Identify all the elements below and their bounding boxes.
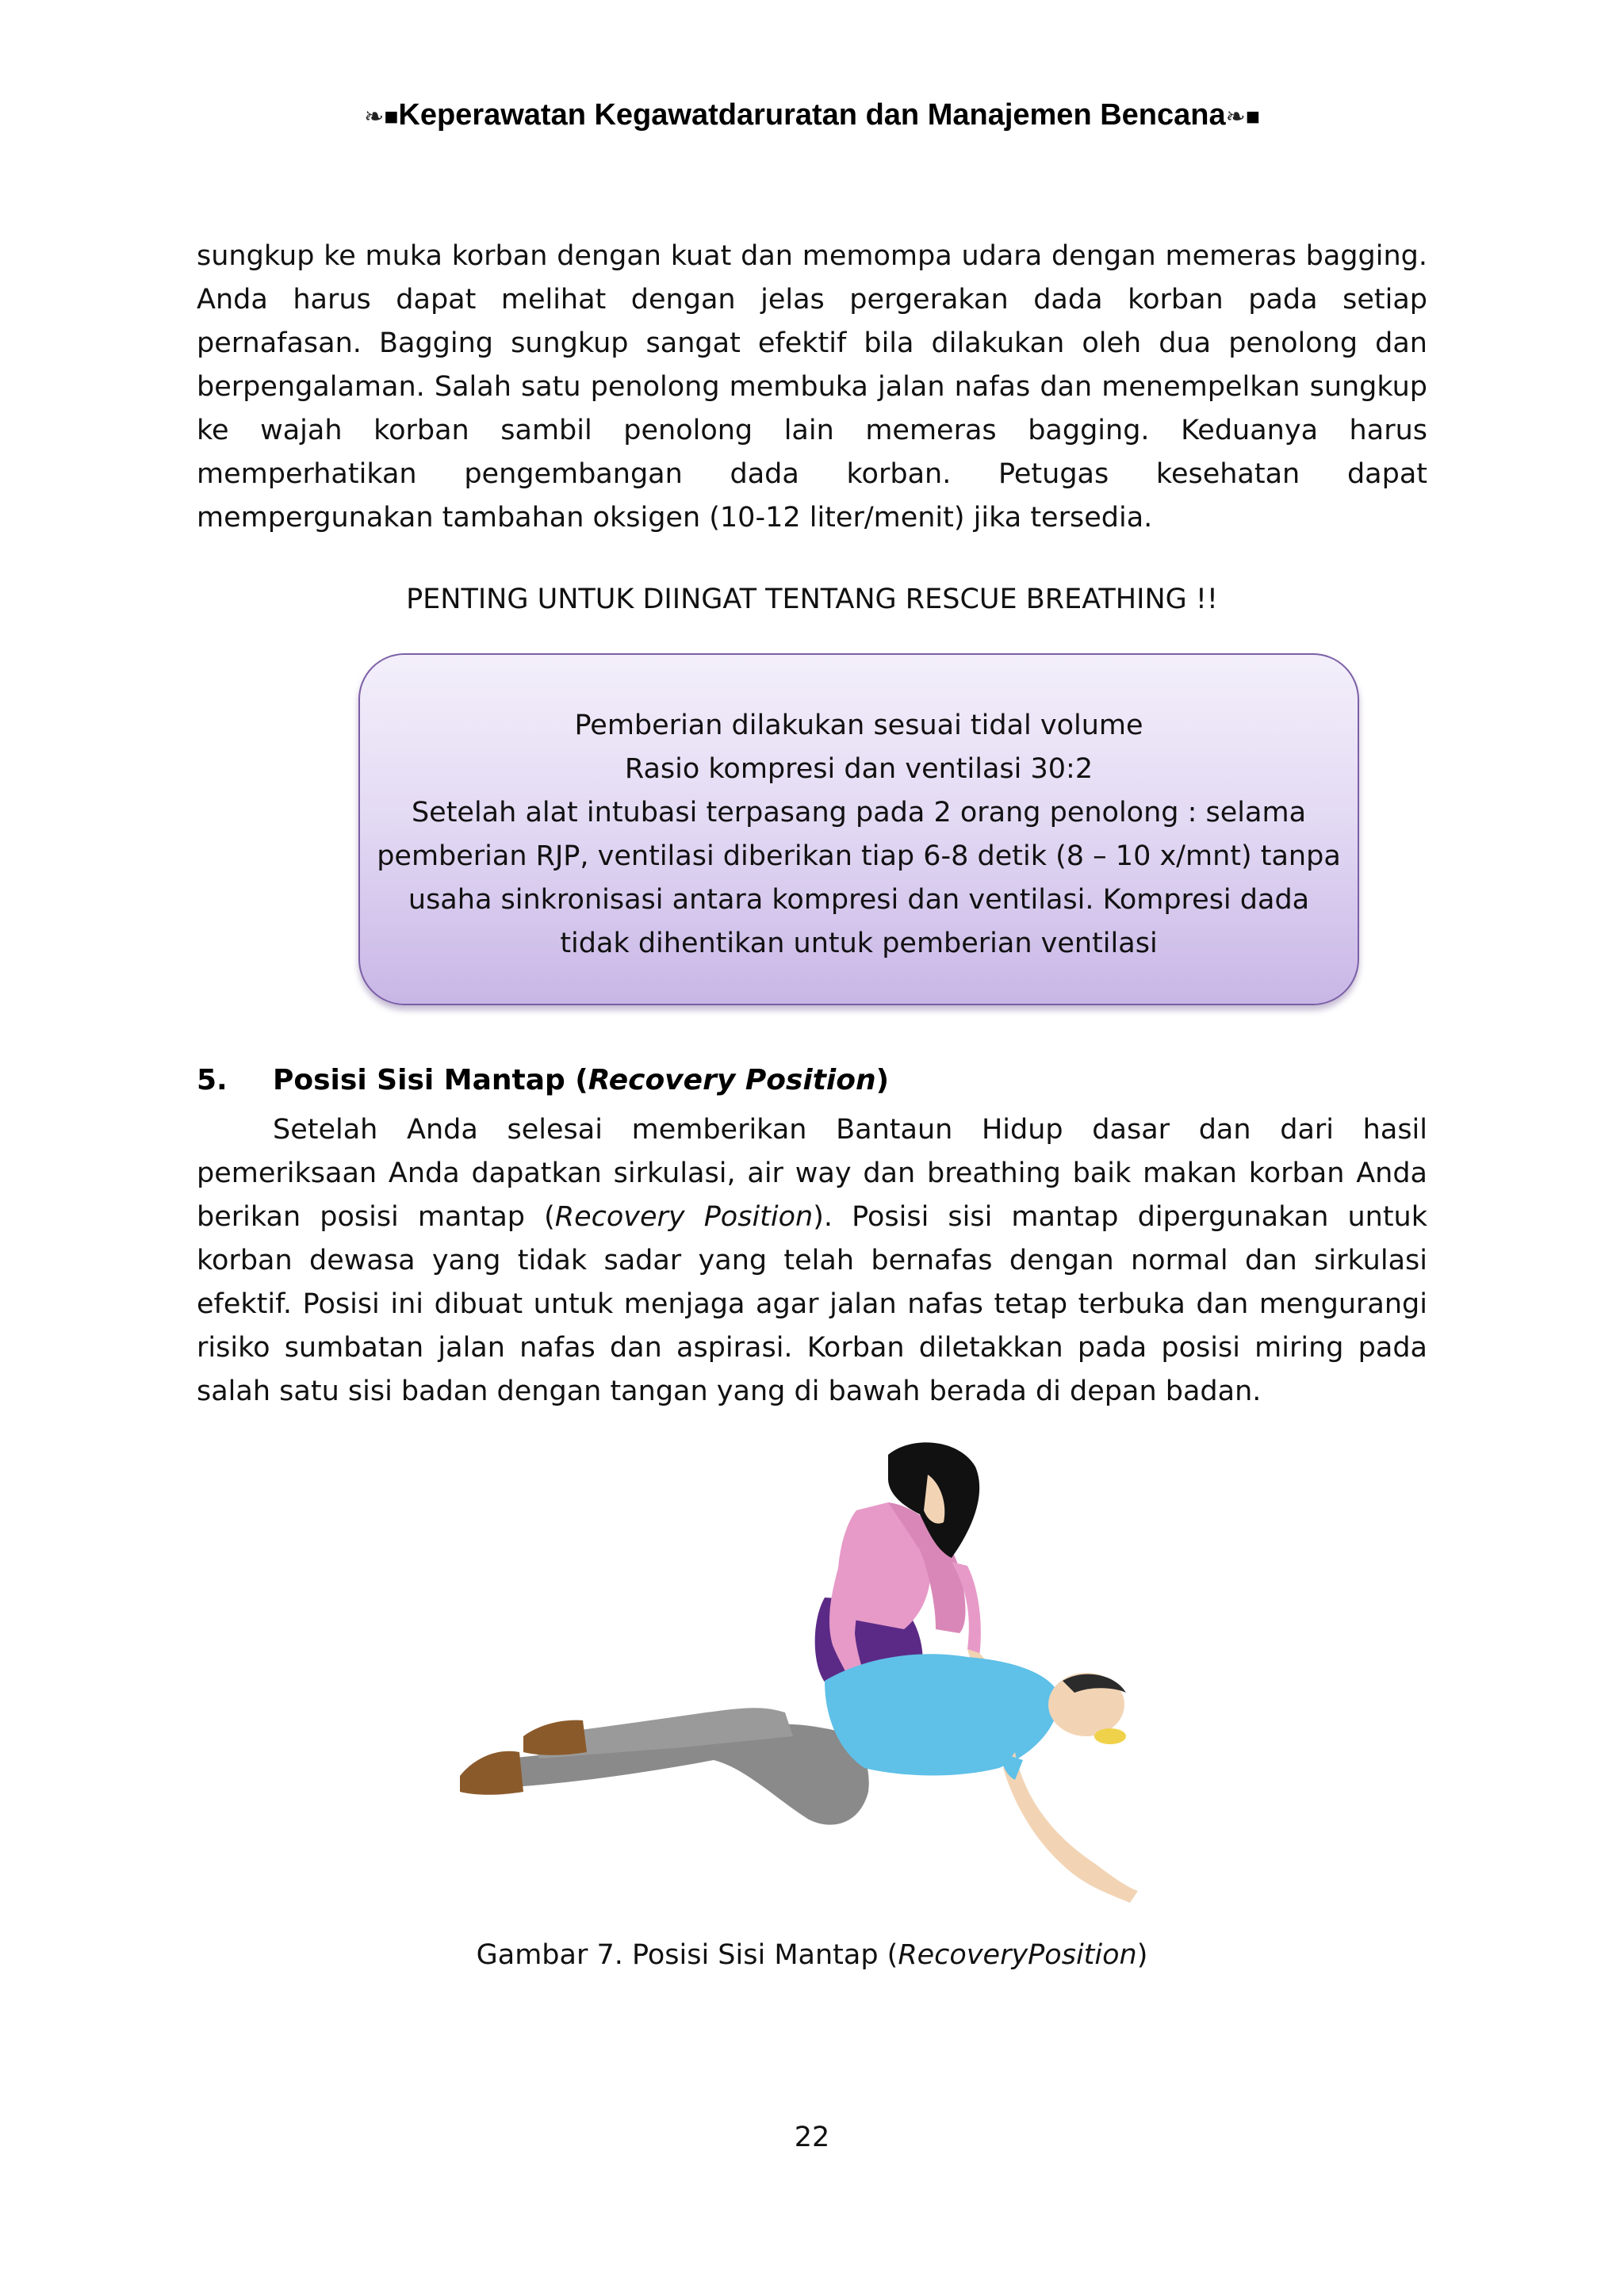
header-title: Keperawatan Kegawatdaruratan dan Manajemen Bencana	[398, 98, 1226, 132]
paragraph-bagging: sungkup ke muka korban dengan kuat dan memompa udara dengan memeras bagging. Anda harus dapat melihat dengan jelas pergerakan dada korban pada setiap pernafasan. Bagging sungkup sangat efektif bila dilakukan oleh dua penolong dan berpengalaman. Salah satu penolong membuka jalan nafas dan menempelkan sungkup ke wajah korban sambil penolong lain memeras bagging. Keduanya harus memperhatikan pengembangan dada korban. Petugas kesehatan dapat mempergunakan tambahan oksigen (10-12 liter/menit) jika tersedia.	[197, 240, 1427, 534]
important-title: PENTING UNTUK DIINGAT TENTANG RESCUE BREATHING !!	[406, 584, 1218, 615]
section-number: 5.	[197, 1064, 228, 1096]
page-number: 22	[794, 2122, 830, 2153]
recovery-position-illustration	[412, 1419, 1205, 1958]
section-heading	[197, 1064, 889, 1096]
square-ornament-icon: ■	[1245, 104, 1260, 130]
caption-italic: RecoveryPosition	[898, 1939, 1137, 1971]
paragraph2-part2: ). Posisi sisi mantap dipergunakan untuk korban dewasa yang tidak sadar yang telah bernafas dengan normal dan sirkulasi efektif. Posisi ini dibuat untuk menjaga agar jalan nafas tetap terbuka dan mengurangi risiko sumbatan jalan nafas dan aspirasi. Korban diletakkan pada posisi miring pada salah satu sisi badan dengan tangan yang di bawah berada di depan badan.	[197, 1201, 1428, 1407]
box-line: pemberian RJP, ventilasi diberikan tiap 6-8 detik (8 – 10 x/mnt) tanpa	[377, 840, 1341, 872]
section-title-italic: Recovery Position	[588, 1064, 876, 1096]
paragraph2-italic: Recovery Position	[554, 1201, 814, 1233]
box-line: usaha sinkronisasi antara kompresi dan ventilasi. Kompresi dada	[408, 884, 1310, 916]
box-line: Rasio kompresi dan ventilasi 30:2	[624, 753, 1094, 785]
square-ornament-icon: ■	[384, 104, 399, 130]
caption-prefix: Gambar 7. Posisi Sisi Mantap (	[476, 1939, 898, 1971]
section-title-end: )	[875, 1064, 890, 1096]
paragraph2-part1: Setelah Anda selesai memberikan Bantaun Hidup dasar dan dari hasil pemeriksaan Anda dapatkan sirkulasi, air way dan breathing baik makan korban Anda berikan posisi mantap (	[197, 1114, 1427, 1233]
section-title: Posisi Sisi Mantap (	[273, 1064, 588, 1096]
leaf-ornament-icon: ❧	[1225, 104, 1246, 130]
important-box	[358, 653, 1359, 1005]
box-line: Setelah alat intubasi terpasang pada 2 orang penolong : selama	[411, 797, 1307, 828]
running-header	[0, 98, 1624, 132]
box-line: Pemberian dilakukan sesuai tidal volume	[574, 710, 1143, 741]
paragraph-recovery-position	[197, 1108, 1427, 1414]
leaf-ornament-icon: ❧	[364, 104, 385, 130]
caption-suffix: )	[1136, 1939, 1148, 1971]
box-line: tidak dihentikan untuk pemberian ventilasi	[560, 928, 1158, 959]
figure-caption	[0, 1939, 1624, 1971]
